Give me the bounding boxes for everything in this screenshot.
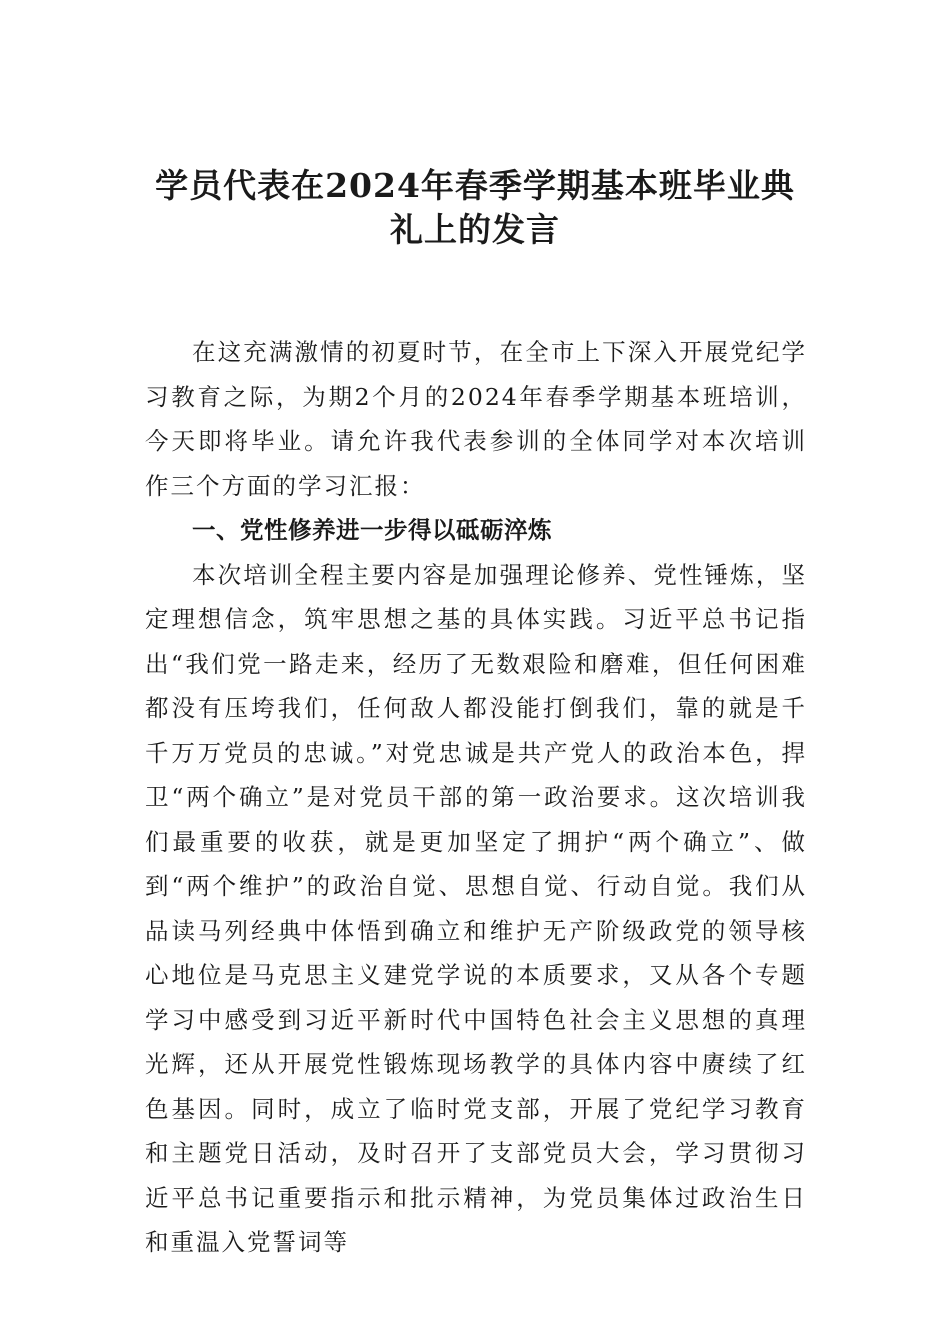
section-1-paragraph: 本次培训全程主要内容是加强理论修养、党性锤炼，坚定理想信念，筑牢思想之基的具体实践。习近平总书记指出“我们党一路走来，经历了无数艰险和磨难，但任何困难都没有压垮我们，任何敌人都没能打倒我们，靠的就是千千万万党员的忠诚。”对党忠诚是共产党人的政治本色，捍卫“两个确立”是对党员干部的第一政治要求。这次培训我们最重要的收获，就是更加坚定了拥护“两个确立”、做到“两个维护”的政治自觉、思想自觉、行动自觉。我们从品读马列经典中体悟到确立和维护无产阶级政党的领导核心地位是马克思主义建党学说的本质要求，又从各个专题学习中感受到习近平新时代中国特色社会主义思想的真理光辉，还从开展党性锻炼现场教学的具体内容中赓续了红色基因。同时，成立了临时党支部，开展了党纪学习教育和主题党日活动，及时召开了支部党员大会，学习贯彻习近平总书记重要指示和批示精神，为党员集体过政治生日和重温入党誓词等 xyxy=(145,560,807,1256)
intro-paragraph: 在这充满激情的初夏时节，在全市上下深入开展党纪学习教育之际，为期2个月的2024年春季学期基本班培训，今天即将毕业。请允许我代表参训的全体同学对本次培训作三个方面的学习汇报： xyxy=(145,338,807,500)
document-title-line-1: 学员代表在2024年春季学期基本班毕业典 xyxy=(155,166,795,205)
document-body xyxy=(145,330,807,1265)
document-title-line-2: 礼上的发言 xyxy=(390,210,560,249)
section-heading-1: 一、党性修养进一步得以砥砺淬炼 xyxy=(192,516,552,544)
